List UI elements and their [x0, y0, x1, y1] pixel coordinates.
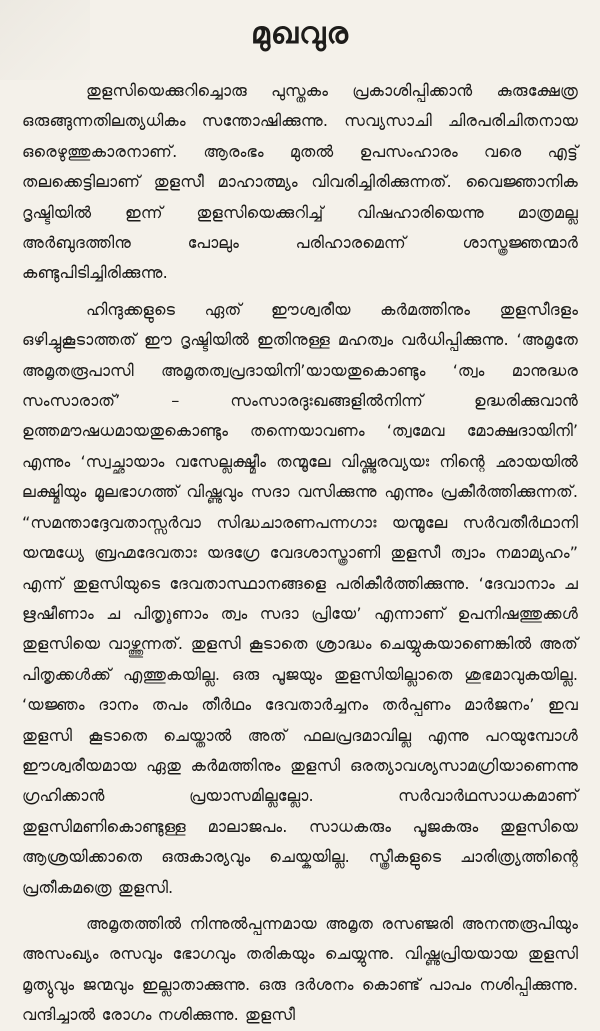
- paragraph-tulasi-ritual: ഹിന്ദുക്കളുടെ ഏത് ഈശ്വരീയ കർമത്തിനും തുളസീദളം ഒഴിച്ചുകൂടാത്തത് ഈ ദൃഷ്ടിയിൽ ഇതിനുള്ള മഹത്വം വർധിപ്പിക്കുന്നു. ‘അമൃതേ അമൃതരൂപാസി അമൃതത്വപ്രദായിനി’യായതുകൊണ്ടും ‘ത്വം മാനുദ്ധര സംസാരാത്’ – സംസാരദുഃഖങ്ങളിൽനിന്ന് ഉദ്ധരിക്കുവാൻ ഉത്തമൗഷധമായതുകൊണ്ടും തന്നെയാവണം ‘ത്വമേവ മോക്ഷദായിനി’ എന്നും ‘സ്വച്ഛായാം വസേല്ലക്ഷ്മീം തന്മൂലേ വിഷ്ണുരവ്യയഃ നിന്റെ ഛായയിൽ ലക്ഷ്മിയും മൂലഭാഗത്ത് വിഷ്ണുവും സദാ വസിക്കുന്നു എന്നും പ്രകീർത്തിക്കുന്നത്. “സമന്താദ്ദേവതാസ്സർവാ സിദ്ധചാരണപന്നഗാഃ യന്മൂലേ സർവതീർഥാനി യന്മധ്യേ ബ്രഹ്മദേവതാഃ യദഗ്രേ വേദശാസ്ത്രാണി തുളസീ ത്വാം നമാമ്യഹം” എന്ന് തുളസിയുടെ ദേവതാസ്ഥാനങ്ങളെ പരികീർത്തിക്കുന്നു. ‘ദേവാനാം ച ഋഷീണാം ച പിതൃൂണാം ത്വം സദാ പ്രിയേ’ എന്നാണ് ഉപനിഷത്തുക്കൾ തുളസിയെ വാഴ്ത്തുന്നത്. തുളസി കൂടാതെ ശ്രാദ്ധം ചെയ്യുകയാണെങ്കിൽ അത് പിതൃക്കൾക്ക് എത്തുകയില്ല. ഒരു പൂജയും തുളസിയില്ലാതെ ശുഭമാവുകയില്ല. ‘യജ്ഞം ദാനം തപം തീർഥം ദേവതാർച്ചനം തർപ്പണം മാർജനം’ ഇവ തുളസി കൂടാതെ ചെയ്താൽ അത് ഫലപ്രദമാവില്ല എന്നു പറയുമ്പോൾ ഈശ്വരീയമായ ഏതു കർമത്തിനും തുളസി ഒരത്യാവശ്യസാമഗ്രിയാണെന്നു ഗ്രഹിക്കാൻ പ്രയാസമില്ലല്ലോ. സർവാർഥസാധകമാണ് തുളസിമണികൊണ്ടുള്ള മാലാജപം. സാധകരും പൂജകരും തുളസിയെ ആശ്രയിക്കാതെ ഒരുകാര്യവും ചെയ്കയില്ല. സ്ത്രീകളുടെ ചാരിത്ര്യത്തിന്റെ പ്രതീകമത്രെ തുളസി.: [22, 299, 578, 897]
- paragraph-amrita: അമൃതത്തിൽ നിന്നുൽപ്പന്നമായ അമൃത രസഞ്ജരി അനന്തരൂപിയും അസംഖ്യം രസവും ഭോഗവും തരികയും ചെയ്യുന്നു. വിഷ്ണുപ്രിയയായ തുളസി മൃത്യുവും ജന്മവും ഇല്ലാതാക്കുന്നു. ഒരു ദർശനം കൊണ്ട് പാപം നശിപ്പിക്കുന്നു. വന്ദിച്ചാൽ രോഗം നശിക്കുന്നു. തുളസീ: [22, 913, 578, 1025]
- paragraph-intro: തുളസിയെക്കുറിച്ചൊരു പുസ്തകം പ്രകാശിപ്പിക്കാൻ കുരുക്ഷേത്ര ഒരുങ്ങുന്നതിലത്യധികം സന്തോഷിക്കുന്നു. സവ്യസാചി ചിരപരിചിതനായ ഒരെഴുത്തുകാരനാണ്. ആരംഭം മുതൽ ഉപസംഹാരം വരെ എട്ട് തലക്കെട്ടിലാണ് തുളസീ മാഹാത്മ്യം വിവരിച്ചിരിക്കുന്നത്. വൈജ്ഞാനിക ദൃഷ്ടിയിൽ ഇന്ന് തുളസിയെക്കുറിച്ച് വിഷഹാരിയെന്നു മാത്രമല്ല അർബുദത്തിനു പോലും പരിഹാരമെന്ന് ശാസ്ത്രജ്ഞന്മാർ കണ്ടുപിടിച്ചിരിക്കുന്നു.: [22, 81, 578, 283]
- page-title: മുഖവുര: [251, 16, 349, 51]
